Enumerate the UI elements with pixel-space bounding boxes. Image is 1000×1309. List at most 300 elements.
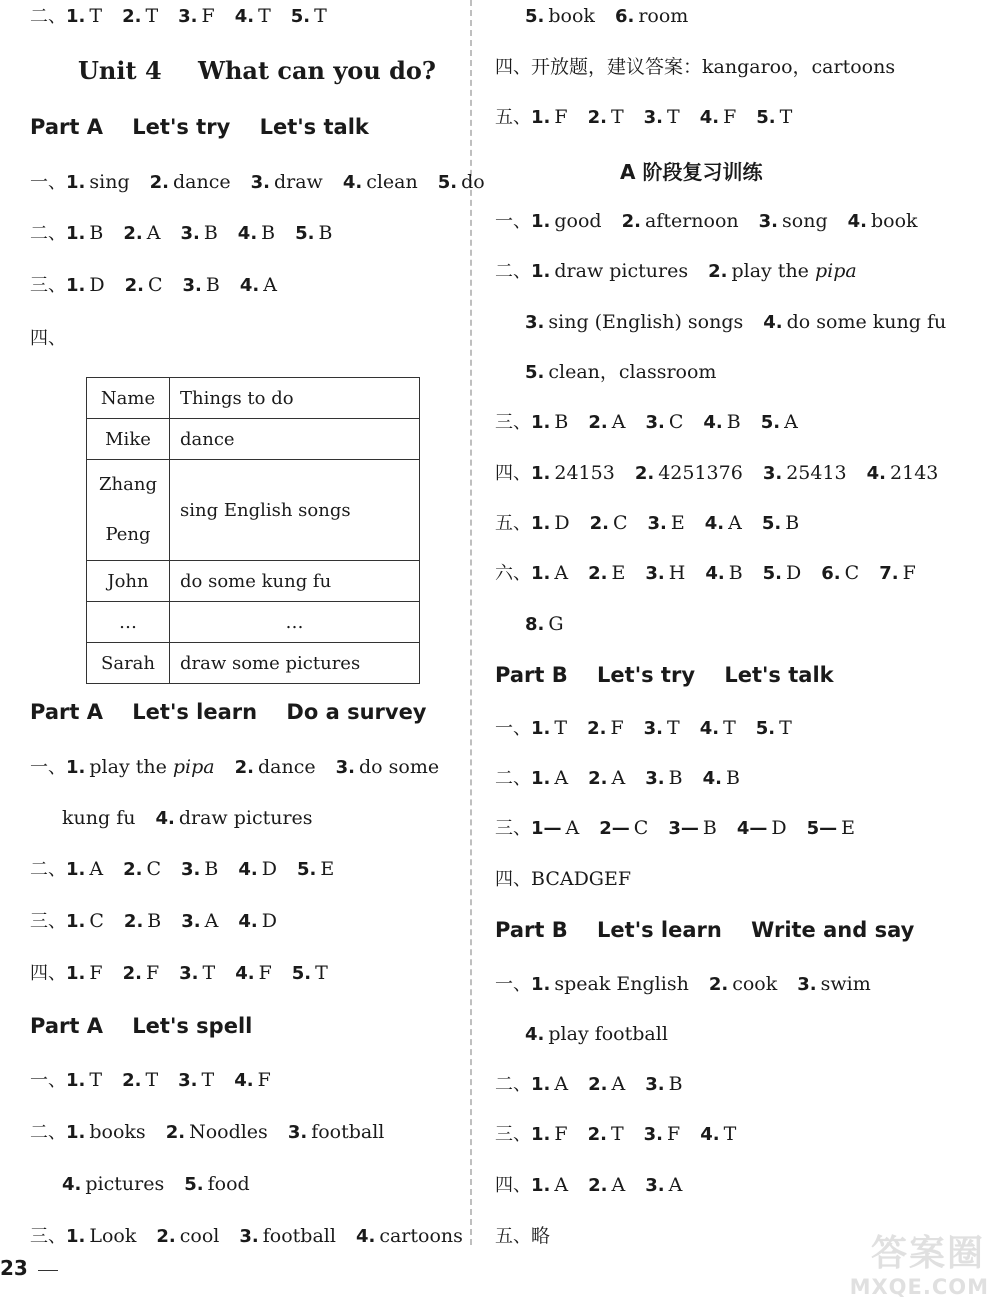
- item-number: 2.: [587, 1124, 607, 1145]
- item-number: 2—: [599, 818, 630, 839]
- answer-item: [645, 410, 683, 435]
- question-number: 四、: [495, 1175, 531, 1196]
- item-number: 3—: [668, 818, 699, 839]
- table-row: [87, 602, 420, 643]
- answer-text: A: [668, 1174, 683, 1196]
- answer-text: draw pictures: [554, 260, 689, 282]
- answer-item: [588, 561, 625, 586]
- item-number: 5.: [290, 6, 311, 27]
- answer-line: [525, 310, 946, 335]
- answer-item: [588, 1072, 625, 1097]
- item-number: 5.: [295, 223, 315, 244]
- answer-item: [531, 209, 602, 234]
- answer-text: BCADGEF: [531, 868, 632, 890]
- item-number: 4.: [763, 312, 783, 333]
- item-number: 1.: [531, 412, 551, 433]
- answer-line: [495, 209, 918, 234]
- answer-line: [30, 909, 277, 934]
- answer-text: A: [263, 274, 277, 296]
- answer-item: [588, 766, 625, 791]
- answer-text: B: [89, 222, 104, 244]
- answer-item: [66, 170, 130, 195]
- answer-item: [531, 867, 631, 891]
- item-number: 3.: [180, 223, 200, 244]
- section-heading-partB-learn: Part B Let's learn Write and say: [495, 918, 915, 942]
- answer-text: F: [723, 106, 737, 128]
- answer-item: [645, 561, 685, 586]
- answer-text: B: [147, 910, 162, 932]
- table-cell: sing English songs: [170, 460, 420, 561]
- answer-item: [763, 461, 847, 486]
- answer-text: A: [146, 222, 161, 244]
- answer-text: sing (English) songs: [548, 311, 744, 333]
- answer-text: F: [201, 5, 215, 27]
- item-number: 3.: [181, 911, 201, 932]
- answer-line: [30, 857, 334, 882]
- answer-line: [495, 716, 792, 741]
- answer-item: [531, 511, 570, 536]
- answer-item: [62, 1172, 164, 1197]
- answer-text: E: [670, 512, 685, 534]
- item-number: 5.: [525, 6, 545, 27]
- item-number: 2.: [122, 6, 142, 27]
- answer-item: [668, 816, 717, 841]
- answer-item: [531, 766, 568, 791]
- answer-line: [495, 1072, 683, 1097]
- item-number: 2.: [587, 107, 607, 128]
- answer-item: [238, 909, 277, 934]
- item-number: 3.: [335, 757, 355, 778]
- item-number: 1.: [66, 1070, 86, 1091]
- answer-text: B: [668, 1073, 683, 1095]
- answer-item: [588, 105, 624, 130]
- answer-text: 2143: [890, 462, 939, 484]
- answer-text: C: [147, 274, 163, 296]
- item-number: 5.: [525, 362, 545, 383]
- answer-text: H: [668, 562, 686, 584]
- answer-item: [531, 55, 895, 79]
- item-number: 3.: [645, 768, 665, 789]
- answer-item: [124, 909, 161, 934]
- answer-line: [62, 806, 313, 831]
- table-row: [87, 643, 420, 684]
- answer-text: T: [610, 106, 624, 128]
- answer-text: play the pipa: [731, 260, 857, 282]
- answer-text: play football: [548, 1023, 668, 1045]
- answer-line: [30, 4, 327, 29]
- question-number: 五、: [495, 107, 531, 128]
- answer-line: [495, 1122, 736, 1147]
- item-number: 2.: [708, 261, 728, 282]
- item-number: 2.: [165, 1122, 186, 1143]
- question-number: 二、: [30, 1122, 66, 1143]
- answer-text: kung fu: [62, 807, 136, 829]
- answer-item: [700, 105, 737, 130]
- item-number: 5.: [184, 1174, 204, 1195]
- answer-text: clean，classroom: [548, 361, 717, 383]
- table-header-cell: Name: [87, 378, 170, 419]
- item-number: 1.: [531, 768, 551, 789]
- answer-item: [763, 561, 802, 586]
- answer-item: [615, 4, 688, 29]
- item-number: 1.: [66, 963, 86, 984]
- item-number: 2.: [123, 223, 143, 244]
- answer-item: [531, 1224, 550, 1248]
- answer-item: [295, 221, 332, 246]
- table-header-cell: Things to do: [170, 378, 420, 419]
- item-number: 2.: [621, 211, 641, 232]
- item-number: 4.: [234, 6, 255, 27]
- item-number: 2.: [234, 757, 254, 778]
- question-number: 五、: [495, 513, 531, 534]
- answer-text: draw pictures: [178, 807, 313, 829]
- answer-line: [525, 612, 564, 637]
- answer-text: T: [667, 717, 680, 739]
- answer-item: [251, 170, 323, 195]
- answer-text: A: [611, 1174, 626, 1196]
- answer-line: [495, 1224, 550, 1249]
- item-number: 2.: [589, 513, 609, 534]
- item-number: 5.: [437, 172, 458, 193]
- answer-item: [531, 410, 568, 435]
- answer-text: F: [902, 562, 916, 584]
- item-number: 5.: [760, 412, 781, 433]
- answer-item: [123, 857, 161, 882]
- answer-item: [759, 209, 828, 234]
- answer-text: do some: [358, 756, 440, 778]
- answer-item: [178, 4, 215, 29]
- item-number: 4.: [342, 172, 363, 193]
- item-number: 3.: [178, 1070, 198, 1091]
- answer-item: [587, 716, 624, 741]
- answer-text: B: [318, 222, 333, 244]
- answer-text: cool: [179, 1225, 220, 1247]
- item-number: 4—: [736, 818, 768, 839]
- item-number: 2.: [588, 768, 608, 789]
- answer-item: [531, 816, 579, 841]
- answer-text: D: [261, 858, 277, 880]
- question-number: 六、: [495, 563, 531, 584]
- question-number: 三、: [30, 1226, 66, 1247]
- answer-line: [525, 1022, 668, 1047]
- item-number: 4.: [866, 463, 887, 484]
- item-number: 2.: [124, 275, 144, 296]
- answer-item: [531, 716, 567, 741]
- answer-item: [756, 105, 792, 130]
- question-number: 一、: [30, 1070, 66, 1091]
- table-cell: do some kung fu: [170, 561, 420, 602]
- answer-text: A: [728, 512, 742, 534]
- table-cell: draw some pictures: [170, 643, 420, 684]
- answer-item: [590, 511, 628, 536]
- item-number: 1.: [66, 757, 86, 778]
- answer-item: [184, 1172, 249, 1197]
- item-number: 3.: [525, 312, 545, 333]
- answer-item: [180, 221, 217, 246]
- item-number: 2.: [588, 1175, 608, 1196]
- item-number: 1.: [66, 1122, 86, 1143]
- item-number: 3.: [762, 463, 783, 484]
- answer-item: [588, 1173, 625, 1198]
- answer-text: Look: [89, 1225, 137, 1247]
- answer-item: [525, 310, 743, 335]
- answer-item: [703, 766, 740, 791]
- answer-item: [155, 806, 312, 831]
- section-heading-partA-spell: Part A Let's spell: [30, 1014, 253, 1038]
- answer-line: [495, 816, 855, 841]
- item-number: 4.: [847, 211, 867, 232]
- answer-item: [588, 1122, 624, 1147]
- answer-line: [30, 273, 277, 298]
- answer-text: football: [311, 1121, 385, 1143]
- section-heading-partB-try: Part B Let's try Let's talk: [495, 663, 834, 687]
- answer-item: [166, 1120, 268, 1145]
- answer-item: [181, 857, 218, 882]
- answer-line: [495, 461, 938, 486]
- answer-item: [292, 961, 328, 986]
- answer-item: [648, 511, 685, 536]
- answer-item: [531, 461, 615, 486]
- answer-text: B: [554, 411, 569, 433]
- question-number: 二、: [495, 261, 531, 282]
- table-cell: …: [170, 602, 420, 643]
- answer-text: F: [258, 962, 272, 984]
- answer-text: sing: [89, 171, 130, 193]
- answer-item: [66, 1068, 102, 1093]
- table-cell: John: [87, 561, 170, 602]
- answer-text: A: [554, 1073, 569, 1095]
- item-number: 1.: [66, 223, 86, 244]
- item-number: 1.: [531, 974, 551, 995]
- answer-item: [762, 511, 799, 536]
- item-number: 1.: [531, 1175, 551, 1196]
- item-number: 4.: [234, 1070, 254, 1091]
- item-number: 4.: [238, 859, 258, 880]
- answer-item: [807, 816, 855, 841]
- answer-text: T: [315, 962, 328, 984]
- answer-item: [183, 273, 220, 298]
- section-heading-partA-learn: Part A Let's learn Do a survey: [30, 700, 427, 724]
- answer-text: T: [723, 717, 736, 739]
- answer-item: [848, 209, 918, 234]
- answer-item: [343, 170, 418, 195]
- answer-text: F: [610, 717, 624, 739]
- item-number: 3.: [179, 963, 199, 984]
- answer-text: A: [784, 411, 798, 433]
- answer-text: F: [145, 962, 160, 984]
- answer-item: [235, 4, 271, 29]
- question-number: 三、: [495, 818, 531, 839]
- item-number: 5—: [806, 818, 838, 839]
- answer-text: dance: [172, 171, 231, 193]
- answer-text: E: [611, 562, 626, 584]
- question-number: 一、: [30, 757, 66, 778]
- question-number: 五、: [495, 1226, 531, 1247]
- answer-text: cook: [732, 973, 778, 995]
- answer-item: [66, 857, 103, 882]
- answer-text: pictures: [85, 1173, 165, 1195]
- unit-title: [78, 56, 436, 85]
- answer-text: A: [611, 767, 626, 789]
- question-number: 四、: [30, 963, 66, 984]
- item-number: 2.: [149, 172, 169, 193]
- answer-item: [531, 1173, 568, 1198]
- answer-text: T: [723, 1123, 737, 1145]
- answer-item: [867, 461, 939, 486]
- item-number: 3.: [797, 974, 817, 995]
- item-number: 1.: [531, 1074, 551, 1095]
- item-number: 3.: [250, 172, 270, 193]
- item-number: 5.: [756, 107, 776, 128]
- answer-text: B: [261, 222, 276, 244]
- watermark-text-bottom: MXQE.COM: [849, 1275, 989, 1299]
- item-number: 5.: [291, 963, 312, 984]
- answer-text: B: [702, 817, 717, 839]
- answer-line: [525, 4, 688, 29]
- answer-item: [122, 1068, 158, 1093]
- item-number: 1.: [531, 563, 551, 584]
- answer-text: 略: [531, 1225, 551, 1247]
- answer-item: [66, 1224, 136, 1249]
- answer-item: [179, 961, 215, 986]
- item-number: 1.: [531, 463, 551, 484]
- answer-item: [66, 755, 215, 780]
- item-number: 6.: [821, 563, 841, 584]
- answer-item: [336, 755, 439, 780]
- question-number: 二、: [30, 859, 66, 880]
- answer-text: B: [725, 767, 740, 789]
- item-number: 4.: [704, 513, 725, 534]
- answer-text: A: [554, 767, 569, 789]
- answer-item: [705, 511, 742, 536]
- answer-item: [705, 561, 742, 586]
- answer-text: T: [145, 1069, 159, 1091]
- item-number: 4.: [155, 808, 175, 829]
- answer-text: A: [611, 411, 626, 433]
- answer-line: [495, 561, 916, 586]
- table-row: [87, 561, 420, 602]
- answer-item: [238, 857, 277, 882]
- watermark-logo: [810, 1225, 995, 1305]
- answer-text: room: [638, 5, 689, 27]
- item-number: 1.: [531, 1124, 551, 1145]
- item-number: 1.: [66, 859, 86, 880]
- item-number: 3.: [182, 275, 202, 296]
- answer-item: [709, 972, 777, 997]
- answer-text: B: [726, 411, 741, 433]
- item-number: 5.: [296, 859, 317, 880]
- answer-text: D: [89, 274, 105, 296]
- answer-item: [756, 716, 792, 741]
- answer-text: E: [320, 858, 335, 880]
- answer-text: book: [870, 210, 918, 232]
- answer-text: D: [771, 817, 787, 839]
- answer-item: [525, 4, 595, 29]
- item-number: 1.: [66, 911, 86, 932]
- answer-text: A: [611, 1073, 626, 1095]
- section-label: 四、: [30, 328, 66, 349]
- item-number: 3.: [643, 1124, 663, 1145]
- answer-text: C: [668, 411, 684, 433]
- item-number: 6.: [614, 6, 635, 27]
- item-number: 2.: [588, 412, 608, 433]
- item-number: 2.: [587, 718, 607, 739]
- item-number: 5.: [762, 563, 783, 584]
- answer-line: [495, 105, 792, 130]
- answer-text: T: [202, 962, 216, 984]
- answer-item: [645, 766, 682, 791]
- question-number: 四、: [495, 57, 531, 78]
- answer-text: B: [203, 222, 218, 244]
- item-number: 3.: [239, 1226, 259, 1247]
- answer-item: [238, 221, 275, 246]
- answer-item: [525, 360, 716, 385]
- answer-text: E: [841, 817, 856, 839]
- item-number: 3.: [645, 1074, 665, 1095]
- item-number: 3.: [645, 563, 665, 584]
- answer-line: [495, 766, 740, 791]
- answer-text: food: [207, 1173, 250, 1195]
- answer-item: [531, 1072, 568, 1097]
- answer-text: A: [554, 1174, 569, 1196]
- table-row: [87, 460, 420, 561]
- item-number: 1.: [66, 1226, 86, 1247]
- item-number: 4.: [699, 718, 720, 739]
- answer-line: [30, 755, 439, 780]
- answer-text: T: [145, 5, 159, 27]
- question-number: 四、: [495, 463, 531, 484]
- item-number: 1—: [531, 818, 562, 839]
- answer-text: T: [779, 717, 792, 739]
- answer-item: [737, 816, 787, 841]
- unit-name: What can you do?: [198, 56, 436, 85]
- answer-item: [879, 561, 916, 586]
- question-number: 三、: [30, 911, 66, 932]
- survey-table: [86, 377, 420, 684]
- answer-item: [644, 105, 680, 130]
- answer-text: T: [610, 1123, 624, 1145]
- answer-text: C: [146, 858, 162, 880]
- question-number: 三、: [495, 1124, 531, 1145]
- answer-item: [234, 1068, 271, 1093]
- answer-text: good: [554, 210, 602, 232]
- answer-text: A: [565, 817, 580, 839]
- answer-text: do some kung fu: [786, 311, 947, 333]
- table-cell: Zhang Peng: [87, 460, 170, 561]
- answer-item: [122, 4, 158, 29]
- question-number: 一、: [495, 211, 531, 232]
- answer-item: [297, 857, 334, 882]
- answer-line: [495, 972, 871, 997]
- answer-text: C: [612, 512, 628, 534]
- answer-item: [66, 1120, 146, 1145]
- page-number-dash: [38, 1270, 58, 1271]
- answer-item: [62, 806, 135, 830]
- answer-item: [156, 1224, 219, 1249]
- item-number: 2.: [123, 859, 143, 880]
- answer-item: [123, 961, 160, 986]
- item-number: 1.: [66, 6, 86, 27]
- answer-item: [645, 1173, 682, 1198]
- answer-item: [66, 4, 102, 29]
- answer-item: [635, 461, 743, 486]
- answer-line: [495, 410, 798, 435]
- answer-text: T: [201, 1069, 215, 1091]
- item-number: 4.: [703, 412, 723, 433]
- item-number: 3.: [758, 211, 779, 232]
- item-number: 4.: [239, 275, 260, 296]
- question-number: 二、: [495, 768, 531, 789]
